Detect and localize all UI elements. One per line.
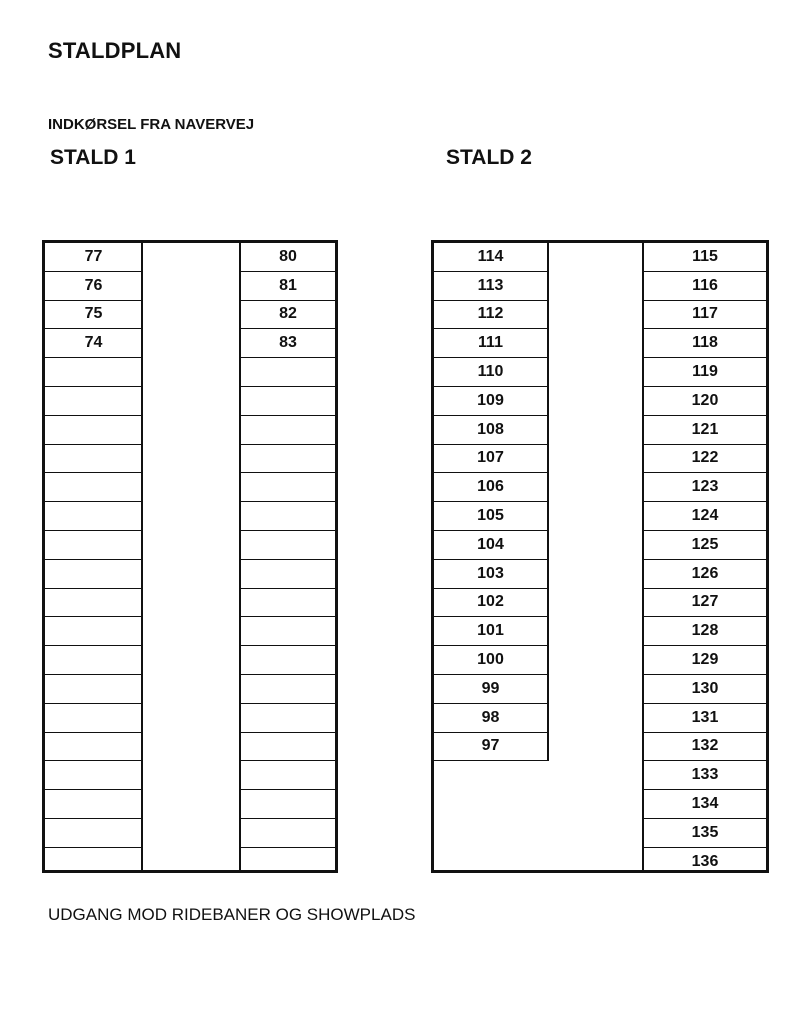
stall-box: 103 xyxy=(434,560,547,589)
stable-1-plan xyxy=(42,240,338,873)
stall-box: 97 xyxy=(434,733,547,762)
stall-box xyxy=(45,473,142,502)
stall-box: 125 xyxy=(644,531,766,560)
stall-box xyxy=(241,473,335,502)
stall-box: 112 xyxy=(434,301,547,330)
stall-box xyxy=(241,445,335,474)
stall-box xyxy=(45,387,142,416)
stall-box: 81 xyxy=(241,272,335,301)
stall-box: 75 xyxy=(45,301,142,330)
stall-box: 98 xyxy=(434,704,547,733)
stall-box: 118 xyxy=(644,329,766,358)
stall-box: 131 xyxy=(644,704,766,733)
stall-box xyxy=(241,358,335,387)
stable-2-right-row xyxy=(644,243,766,877)
stall-box: 114 xyxy=(434,243,547,272)
stall-box: 110 xyxy=(434,358,547,387)
stall-box xyxy=(45,819,142,848)
stall-box: 136 xyxy=(691,853,719,871)
stall-box: 106 xyxy=(434,473,547,502)
stall-box: 76 xyxy=(45,272,142,301)
stall-box xyxy=(241,531,335,560)
stall-box: 108 xyxy=(434,416,547,445)
stall-box xyxy=(241,733,335,762)
stall-box xyxy=(45,646,142,675)
stall-box xyxy=(45,358,142,387)
stall-box: 102 xyxy=(434,589,547,618)
stall-box: 115 xyxy=(644,243,766,272)
exit-label: UDGANG MOD RIDEBANER OG SHOWPLADS xyxy=(48,905,416,924)
stall-box xyxy=(241,416,335,445)
stall-box: 124 xyxy=(644,502,766,531)
stall-box: 99 xyxy=(434,675,547,704)
stable-1-right-row xyxy=(241,243,335,877)
stall-box: 104 xyxy=(434,531,547,560)
stall-box xyxy=(241,646,335,675)
stall-box: 116 xyxy=(644,272,766,301)
stall-box: 123 xyxy=(644,473,766,502)
stall-box xyxy=(45,848,142,877)
stall-box: 135 xyxy=(644,819,766,848)
stall-box: 133 xyxy=(644,761,766,790)
stall-box xyxy=(45,617,142,646)
stall-box: 121 xyxy=(644,416,766,445)
stall-box xyxy=(241,819,335,848)
stall-box: 127 xyxy=(644,589,766,618)
stall-box xyxy=(45,445,142,474)
entrance-label: INDKØRSEL FRA NAVERVEJ xyxy=(48,116,255,133)
stall-box: 134 xyxy=(644,790,766,819)
stall-box xyxy=(241,848,335,877)
stall-box xyxy=(45,790,142,819)
stall-box: 129 xyxy=(644,646,766,675)
stall-box xyxy=(45,761,142,790)
stall-box xyxy=(241,675,335,704)
stall-box: 74 xyxy=(45,329,142,358)
stable-1-left-row xyxy=(45,243,142,877)
stall-box xyxy=(45,675,142,704)
stable-2-left-row xyxy=(434,243,549,761)
stall-box xyxy=(241,589,335,618)
stall-box xyxy=(45,531,142,560)
stall-box xyxy=(241,704,335,733)
stable-2-label: STALD 2 xyxy=(446,146,532,169)
stall-box xyxy=(241,761,335,790)
stall-box: 128 xyxy=(644,617,766,646)
stall-box: 82 xyxy=(241,301,335,330)
stall-box: 105 xyxy=(434,502,547,531)
stall-box: 83 xyxy=(241,329,335,358)
stall-box xyxy=(45,560,142,589)
stall-box xyxy=(241,502,335,531)
stall-box: 122 xyxy=(644,445,766,474)
stall-box: 130 xyxy=(644,675,766,704)
stall-box: 119 xyxy=(644,358,766,387)
stall-box: 101 xyxy=(434,617,547,646)
stall-box: 132 xyxy=(644,733,766,762)
stall-box xyxy=(45,416,142,445)
stall-box: 117 xyxy=(644,301,766,330)
stall-box xyxy=(241,617,335,646)
stall-box xyxy=(45,733,142,762)
stall-box: 100 xyxy=(434,646,547,675)
stall-box xyxy=(45,502,142,531)
stall-box: 80 xyxy=(241,243,335,272)
stall-box xyxy=(45,704,142,733)
stable-1-label: STALD 1 xyxy=(50,146,136,169)
stall-box xyxy=(241,560,335,589)
stall-box: 126 xyxy=(644,560,766,589)
stall-box: 77 xyxy=(45,243,142,272)
stable-2-plan xyxy=(431,240,769,873)
stall-box: 113 xyxy=(434,272,547,301)
stall-box xyxy=(45,589,142,618)
stall-box xyxy=(241,387,335,416)
stall-box: 107 xyxy=(434,445,547,474)
stall-box: 111 xyxy=(434,329,547,358)
stall-box xyxy=(241,790,335,819)
stall-box: 109 xyxy=(434,387,547,416)
page-title: STALDPLAN xyxy=(48,38,182,63)
stall-box: 120 xyxy=(644,387,766,416)
stable-1-aisle-left-wall xyxy=(141,243,143,870)
